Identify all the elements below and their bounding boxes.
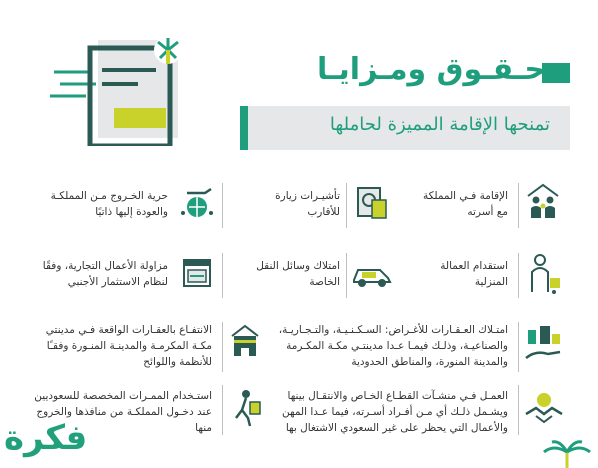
benefit-own-property: امتـلاك العـقـارات للأغـراض: السـكـنـيـة، والتـجـاريـة، والصناعيـة، وذلـك فيمـا عـدا مدينتـي مكـة المكـرمة والمدينة المنورة، والمناطق الحدودية — [278, 324, 508, 368]
benefit-visit-visas: تأشيـرات زيارة للأقارب — [275, 190, 340, 218]
benefit-saudi-lanes: استـخدام الممـرات المخصصة للسعوديين عند دخـول المملكـة من منافذها والخروج منها — [34, 390, 212, 434]
kaaba-mosque-icon — [228, 322, 262, 362]
separator — [346, 253, 347, 298]
document-illustration-icon — [46, 28, 196, 146]
benefit-business-activities: مزاولة الأعمال التجارية، وفقًا لنظام الاستثمار الأجنبي — [42, 260, 168, 288]
benefit-residence-with-family: الإقامة فـي المملكة مع أسرته — [422, 190, 508, 218]
passport-icon — [352, 182, 390, 222]
title-accent-square — [542, 63, 570, 83]
separator — [222, 385, 223, 435]
separator — [346, 183, 347, 228]
brand-name: فكرة — [4, 418, 88, 458]
walking-passport-icon — [228, 388, 264, 430]
separator — [518, 385, 519, 435]
palm-logo-icon — [542, 440, 592, 468]
separator — [222, 322, 223, 372]
brand-logo — [4, 410, 144, 466]
benefit-domestic-workers: استقدام العمالة المنزلية — [440, 260, 508, 288]
separator — [518, 322, 519, 372]
separator — [222, 183, 223, 228]
airplane-globe-icon — [177, 183, 217, 223]
car-icon — [350, 260, 394, 290]
property-hand-icon — [522, 324, 566, 364]
benefit-free-exit-entry: حرية الخـروج مـن المملكـة والعودة إليها ذاتيًا — [50, 190, 168, 218]
page-subtitle: تمنحها الإقامة المميزة لحاملها — [329, 114, 550, 135]
separator — [518, 183, 519, 228]
family-home-icon — [522, 180, 564, 222]
page-title: حـقـوق ومـزايـا — [317, 52, 546, 87]
benefit-own-vehicles: امتلاك وسائل النقل الخاصة — [256, 260, 340, 288]
separator — [518, 253, 519, 298]
benefit-use-property-makkah-madinah: الانتفـاع بالعقـارات الواقعة فـي مدينتي مكـة المكرمـة والمدينـة المنـورة وفقـًا للأنظمة واللوائح — [45, 324, 212, 368]
shop-icon — [178, 254, 216, 292]
handshake-icon — [522, 390, 566, 428]
subtitle-banner — [240, 106, 570, 150]
domestic-worker-icon — [524, 252, 564, 296]
benefit-private-sector-work: العمـل فـي منشـآت القطـاع الخـاص والانتقـال بينها ويشـمل ذلـك أي مـن أفـراد أسـرته، فيما عـدا المهن والأعمال التي يحظر على غير السعودي الاشتغال بها — [282, 390, 508, 434]
